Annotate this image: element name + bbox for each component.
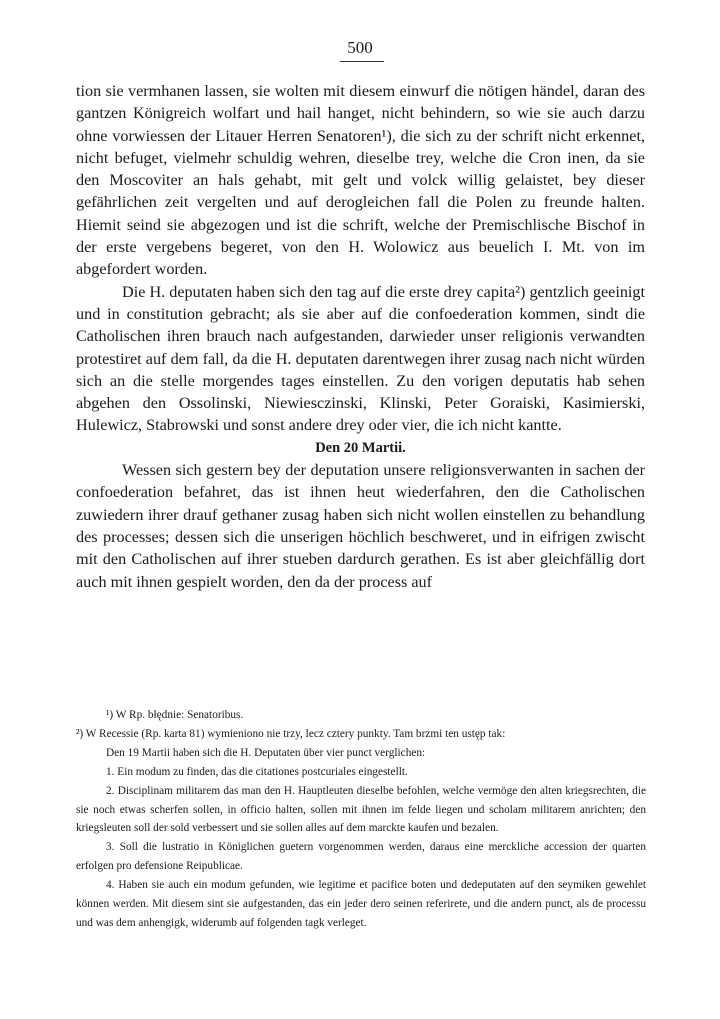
footnote-item-3: 3. Soll die lustratio in Königlichen guetern vorgenommen werden, daraus eine merckliche accession der quarten erfolgen pro defensione Reipublicae. [76, 841, 646, 873]
page-number-rule [340, 61, 384, 62]
section-heading: Den 20 Martii. [315, 439, 406, 456]
footnote-item-2: 2. Disciplinam militarem das man den H. Hauptleuten dieselbe befohlen, welche vermöge den alten kriegsrechten, die sie noch etwas scherfen sollen, in officio halten, sollen mit ihnen im felde liegen und scholam militarem anrichten; den kriegsleuten soll der sold verbessert und sie sollen alles auf dem marckte kaufen und bezalen. [76, 784, 646, 835]
footnote-1: ¹) W Rp. błędnie: Senatoribus. [106, 709, 244, 721]
paragraph-3: Wessen sich gestern bey der deputation unsere religionsverwanten in sachen der confoederation befahret, das ist ihnen heut wiederfahren, den die Catholischen zuwiedern ihrer drauf gethaner zusag haben sich nicht wollen einstellen zu behandlung des processes; dessen sich die unserigen höchlich beschweret, und in eifrigen zwischt mit den Catholischen auf ihrer stueben dardurch gerathen. Es ist aber gleichfällig dort auch mit ihnen gespielt worden, den da der process auf [76, 461, 645, 591]
footnote-2: ²) W Recessie (Rp. karta 81) wymieniono nie trzy, lecz cztery punkty. Tam brzmi ten ustęp tak: [76, 727, 506, 740]
paragraph-2: Die H. deputaten haben sich den tag auf die erste drey capita²) gentzlich geeinigt und in constitution gebracht; als sie aber auf die confoederation kommen, sindt die Catholischen ihren brauch nach aufgestanden, darwieder unser religionis verwandten protestiret auf dem fall, da die H. deputaten darentwegen ihrer zusag nach nicht würden sich an die stelle morgendes tages einstellen. Zu den vorigen deputatis hab sehen abgehen den Ossolinski, Niewiesczinski, Klinski, Peter Goraiski, Kasimierski, Hulewicz, Stabrowski und sonst andere drey oder vier, die ich nicht kantte. [76, 282, 645, 435]
paragraph-1: tion sie vermhanen lassen, sie wolten mit diesem einwurf die nötigen händel, daran des gantzen Königreich wolfart und hail hanget, nicht behindern, so wie sie auch darzu ohne vorwiessen der Litauer Herren Senatoren¹), die sich zu der schrift nicht erkennet, nicht befuget, vielmehr schuldig wehren, dieselbe trey, welche die Cron inen, da sie den Moscoviter an hals gehabt, mit gelt und volck willig gelaistet, bey dieser gefährlichen zeit vergelten und auf derogleichen fall die Polen zu freunde halten. Hiemit seind sie abgezogen und ist die schrift, welche der Premischlische Bischof in der erste vergebens begeret, von den H. Wolowicz aus beuelich I. Mt. von im abgefordert worden. [76, 82, 645, 279]
footnote-item-4: 4. Haben sie auch ein modum gefunden, wie legitime et pacifice boten und dedeputaten auf den seymiken gewehlet können werden. Mit diesem sint sie aufgestanden, das ein jeder dero seinen referirete, und die andern punct, als de processu und was dem anhengigk, widerumb auf folgenden tagk verleget. [76, 879, 646, 929]
footnotes [76, 706, 646, 933]
footnote-quote-intro: Den 19 Martii haben sich die H. Deputaten über vier punct verglichen: [106, 746, 426, 759]
footnote-item-1: 1. Ein modum zu finden, das die citationes postcuriales eingestellt. [106, 765, 408, 778]
page-number: 500 [347, 38, 373, 57]
main-text [76, 80, 645, 593]
